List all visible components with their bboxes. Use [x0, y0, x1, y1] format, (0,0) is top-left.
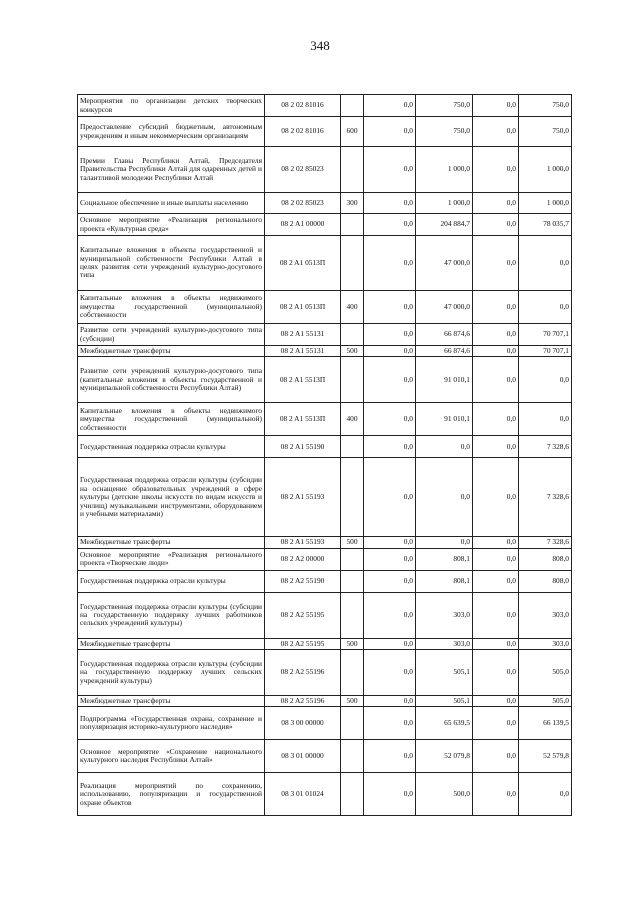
row-value-1: 0,0	[364, 346, 416, 357]
row-value-4: 1 000,0	[519, 193, 572, 214]
row-code: 08 2 02 81016	[265, 117, 341, 147]
row-value-2: 204 884,7	[416, 214, 473, 236]
row-value-3: 0,0	[473, 707, 519, 740]
row-value-2: 1 000,0	[416, 193, 473, 214]
row-vr	[341, 436, 364, 458]
row-value-4: 808,0	[519, 570, 572, 592]
table-row	[78, 773, 572, 816]
row-code: 08 2 A2 55195	[265, 638, 341, 649]
row-vr	[341, 592, 364, 638]
row-value-2: 750,0	[416, 117, 473, 147]
row-value-4: 70 707,1	[519, 324, 572, 346]
table-row	[78, 570, 572, 592]
row-value-1: 0,0	[364, 707, 416, 740]
row-name: Развитие сети учреждений культурно-досугового типа (субсидии)	[78, 324, 265, 346]
table-row	[78, 740, 572, 773]
row-value-3: 0,0	[473, 570, 519, 592]
row-value-1: 0,0	[364, 592, 416, 638]
row-name: Межбюджетные трансферты	[78, 638, 265, 649]
row-value-2: 47 000,0	[416, 291, 473, 324]
row-value-3: 0,0	[473, 548, 519, 570]
row-code: 08 2 A1 55190	[265, 436, 341, 458]
row-vr	[341, 548, 364, 570]
row-value-1: 0,0	[364, 95, 416, 117]
table-row	[78, 324, 572, 346]
table-row	[78, 650, 572, 696]
row-code: 08 2 A1 5513П	[265, 403, 341, 436]
table-row	[78, 548, 572, 570]
row-value-2: 808,1	[416, 548, 473, 570]
table-row	[78, 592, 572, 638]
row-value-4: 505,0	[519, 696, 572, 707]
row-vr: 600	[341, 117, 364, 147]
row-vr	[341, 740, 364, 773]
row-vr: 400	[341, 403, 364, 436]
row-value-4: 70 707,1	[519, 346, 572, 357]
row-vr	[341, 650, 364, 696]
row-name: Премии Главы Республики Алтай, Председателя Правительства Республики Алтай для одаренных детей и талантливой молодежи Республики Алтай	[78, 147, 265, 193]
row-value-4: 0,0	[519, 357, 572, 403]
row-name: Социальное обеспечение и иные выплаты населению	[78, 193, 265, 214]
table-row	[78, 357, 572, 403]
row-value-4: 750,0	[519, 95, 572, 117]
row-name: Капитальные вложения в объекты недвижимого имущества государственной (муниципальной) собственности	[78, 291, 265, 324]
row-value-3: 0,0	[473, 346, 519, 357]
row-name: Капитальные вложения в объекты недвижимого имущества государственной (муниципальной) собственности	[78, 403, 265, 436]
row-value-1: 0,0	[364, 117, 416, 147]
row-value-1: 0,0	[364, 357, 416, 403]
row-value-2: 0,0	[416, 537, 473, 548]
table-row	[78, 214, 572, 236]
row-value-2: 500,0	[416, 773, 473, 816]
row-value-1: 0,0	[364, 537, 416, 548]
row-vr: 500	[341, 638, 364, 649]
row-value-1: 0,0	[364, 291, 416, 324]
row-value-4: 7 328,6	[519, 436, 572, 458]
row-code: 08 2 A1 0513П	[265, 291, 341, 324]
row-value-4: 505,0	[519, 650, 572, 696]
table-row	[78, 291, 572, 324]
row-value-2: 303,0	[416, 592, 473, 638]
row-name: Основное мероприятие «Реализация регионального проекта «Творческие люди»	[78, 548, 265, 570]
row-vr	[341, 236, 364, 291]
row-code: 08 2 A2 55195	[265, 592, 341, 638]
row-value-1: 0,0	[364, 214, 416, 236]
row-value-2: 1 000,0	[416, 147, 473, 193]
row-value-4: 1 000,0	[519, 147, 572, 193]
table-row	[78, 696, 572, 707]
row-value-1: 0,0	[364, 638, 416, 649]
row-name: Государственная поддержка отрасли культуры	[78, 570, 265, 592]
row-value-3: 0,0	[473, 696, 519, 707]
row-code: 08 2 A1 55193	[265, 458, 341, 537]
row-value-3: 0,0	[473, 740, 519, 773]
row-value-4: 303,0	[519, 592, 572, 638]
row-value-1: 0,0	[364, 570, 416, 592]
row-code: 08 2 02 81016	[265, 95, 341, 117]
row-value-3: 0,0	[473, 147, 519, 193]
row-code: 08 3 00 00000	[265, 707, 341, 740]
row-value-2: 91 010,1	[416, 357, 473, 403]
table-row	[78, 193, 572, 214]
row-code: 08 2 A1 5513П	[265, 357, 341, 403]
budget-table	[77, 94, 572, 816]
row-value-3: 0,0	[473, 403, 519, 436]
row-name: Межбюджетные трансферты	[78, 537, 265, 548]
row-value-2: 750,0	[416, 95, 473, 117]
row-vr	[341, 458, 364, 537]
row-code: 08 2 02 85023	[265, 147, 341, 193]
row-value-1: 0,0	[364, 403, 416, 436]
row-vr: 400	[341, 291, 364, 324]
row-value-4: 808,0	[519, 548, 572, 570]
row-value-4: 7 328,6	[519, 537, 572, 548]
row-vr	[341, 147, 364, 193]
row-value-1: 0,0	[364, 147, 416, 193]
table-row	[78, 436, 572, 458]
row-vr: 500	[341, 346, 364, 357]
row-name: Предоставление субсидий бюджетным, автономным учреждениям и иным некоммерческим организациям	[78, 117, 265, 147]
row-value-2: 0,0	[416, 458, 473, 537]
row-value-4: 303,0	[519, 638, 572, 649]
row-value-4: 66 139,5	[519, 707, 572, 740]
row-code: 08 2 02 85023	[265, 193, 341, 214]
row-value-2: 52 079,8	[416, 740, 473, 773]
table-row	[78, 236, 572, 291]
row-value-4: 0,0	[519, 236, 572, 291]
row-value-1: 0,0	[364, 696, 416, 707]
row-value-3: 0,0	[473, 592, 519, 638]
budget-table-body	[78, 95, 572, 816]
row-code: 08 2 A1 55193	[265, 537, 341, 548]
row-value-2: 66 874,6	[416, 346, 473, 357]
row-value-3: 0,0	[473, 214, 519, 236]
row-value-2: 0,0	[416, 436, 473, 458]
row-code: 08 2 A1 55131	[265, 324, 341, 346]
table-row	[78, 458, 572, 537]
row-value-4: 0,0	[519, 773, 572, 816]
table-row	[78, 95, 572, 117]
row-value-4: 52 579,8	[519, 740, 572, 773]
row-vr: 300	[341, 193, 364, 214]
row-name: Государственная поддержка отрасли культуры	[78, 436, 265, 458]
table-row	[78, 117, 572, 147]
row-name: Государственная поддержка отрасли культуры (субсидии на государственную поддержку лучших работников сельских учреждений культуры)	[78, 592, 265, 638]
row-code: 08 2 A2 55190	[265, 570, 341, 592]
row-value-1: 0,0	[364, 548, 416, 570]
row-name: Межбюджетные трансферты	[78, 696, 265, 707]
row-code: 08 2 A2 55196	[265, 650, 341, 696]
row-value-1: 0,0	[364, 193, 416, 214]
row-code: 08 3 01 01024	[265, 773, 341, 816]
table-row	[78, 403, 572, 436]
row-vr	[341, 357, 364, 403]
row-value-2: 66 874,6	[416, 324, 473, 346]
table-row	[78, 707, 572, 740]
row-value-1: 0,0	[364, 324, 416, 346]
row-vr	[341, 214, 364, 236]
row-value-2: 47 000,0	[416, 236, 473, 291]
row-value-1: 0,0	[364, 436, 416, 458]
row-vr	[341, 773, 364, 816]
row-value-1: 0,0	[364, 740, 416, 773]
row-value-3: 0,0	[473, 773, 519, 816]
row-value-1: 0,0	[364, 773, 416, 816]
row-value-3: 0,0	[473, 436, 519, 458]
row-value-4: 78 035,7	[519, 214, 572, 236]
row-code: 08 3 01 00000	[265, 740, 341, 773]
row-value-2: 65 639,5	[416, 707, 473, 740]
row-code: 08 2 A2 55196	[265, 696, 341, 707]
row-value-3: 0,0	[473, 458, 519, 537]
table-row	[78, 346, 572, 357]
table-row	[78, 638, 572, 649]
row-vr	[341, 707, 364, 740]
row-value-3: 0,0	[473, 95, 519, 117]
row-code: 08 2 A1 00000	[265, 214, 341, 236]
row-name: Подпрограмма «Государственная охрана, сохранение и популяризация историко-культурного наследия»	[78, 707, 265, 740]
row-name: Государственная поддержка отрасли культуры (субсидии на государственную поддержку лучших сельских учреждений культуры)	[78, 650, 265, 696]
row-name: Мероприятия по организации детских творческих конкурсов	[78, 95, 265, 117]
row-vr	[341, 570, 364, 592]
page-number: 348	[310, 38, 330, 53]
row-value-2: 303,0	[416, 638, 473, 649]
row-name: Реализация мероприятий по сохранению, использованию, популяризации и государственной охране объектов	[78, 773, 265, 816]
row-code: 08 2 A1 55131	[265, 346, 341, 357]
row-value-1: 0,0	[364, 650, 416, 696]
row-vr	[341, 324, 364, 346]
row-name: Межбюджетные трансферты	[78, 346, 265, 357]
row-value-4: 750,0	[519, 117, 572, 147]
row-value-4: 0,0	[519, 403, 572, 436]
row-value-3: 0,0	[473, 193, 519, 214]
row-name: Основное мероприятие «Реализация регионального проекта «Культурная среда»	[78, 214, 265, 236]
row-value-3: 0,0	[473, 537, 519, 548]
table-row	[78, 537, 572, 548]
row-value-2: 505,1	[416, 650, 473, 696]
row-value-4: 7 328,6	[519, 458, 572, 537]
row-code: 08 2 A2 00000	[265, 548, 341, 570]
row-name: Основное мероприятие «Сохранение национального культурного наследия Республики Алтай»	[78, 740, 265, 773]
row-value-3: 0,0	[473, 638, 519, 649]
row-vr: 500	[341, 696, 364, 707]
row-value-3: 0,0	[473, 291, 519, 324]
row-vr	[341, 95, 364, 117]
row-value-3: 0,0	[473, 117, 519, 147]
row-name: Развитие сети учреждений культурно-досугового типа (капитальные вложения в объекты государственной и муниципальной собственности Республики Алтай)	[78, 357, 265, 403]
row-name: Капитальные вложения в объекты государственной и муниципальной собственности Республики Алтай в целях развития сети учреждений культурно-досугового типа	[78, 236, 265, 291]
row-value-2: 91 010,1	[416, 403, 473, 436]
row-value-1: 0,0	[364, 236, 416, 291]
row-value-3: 0,0	[473, 236, 519, 291]
row-name: Государственная поддержка отрасли культуры (субсидии на оснащение образовательных учреждений в сфере культуры (детские школы искусств по видам искусств и училищ) музыкальными инструментами, оборудованием и учебными материалами)	[78, 458, 265, 537]
row-value-2: 808,1	[416, 570, 473, 592]
row-value-4: 0,0	[519, 291, 572, 324]
table-row	[78, 147, 572, 193]
row-value-2: 505,1	[416, 696, 473, 707]
row-value-3: 0,0	[473, 324, 519, 346]
row-code: 08 2 A1 0513П	[265, 236, 341, 291]
row-value-3: 0,0	[473, 650, 519, 696]
row-vr: 500	[341, 537, 364, 548]
row-value-3: 0,0	[473, 357, 519, 403]
row-value-1: 0,0	[364, 458, 416, 537]
